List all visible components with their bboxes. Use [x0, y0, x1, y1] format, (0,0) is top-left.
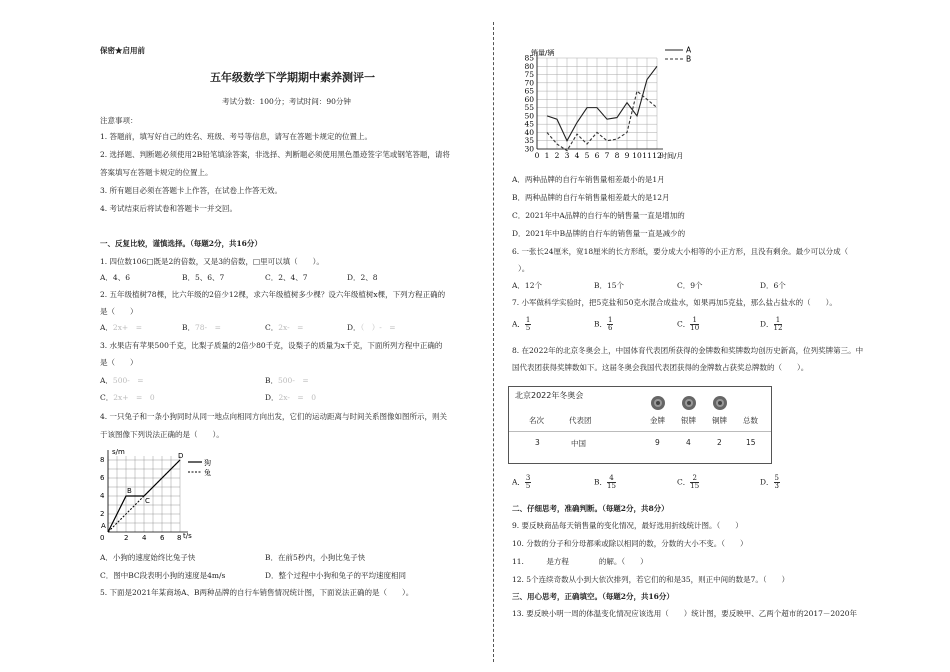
q6-text-cont: ）。: [518, 264, 530, 273]
q3-option-a[interactable]: A．500- =: [100, 376, 144, 385]
page-title: 五年级数学下学期期中素养测评一: [210, 71, 375, 84]
section3-title: 三、用心思考，正确填空。（每题2分，共16分）: [512, 592, 674, 601]
legend-rabbit: 兔: [204, 469, 211, 477]
y-tick-label: 40: [524, 127, 534, 137]
medal-header-gold: 金牌: [650, 416, 665, 425]
medal-table-title: 北京2022年冬奥会: [515, 391, 584, 400]
x-tick-label: 6: [594, 151, 600, 160]
x-tick-label: 3: [564, 151, 570, 160]
legend-dog: 狗: [204, 459, 211, 467]
q2-option-b[interactable]: B．78- =: [182, 323, 221, 332]
y-tick-label: 85: [524, 53, 534, 63]
y-axis-label: 销量/辆: [531, 49, 555, 57]
graph-ytick: 2: [100, 510, 105, 518]
x-tick-label: 8: [614, 151, 620, 160]
medal-cell-bronze: 2: [717, 438, 722, 447]
x-tick-label: 5: [584, 151, 590, 160]
q6-text: 6. 一张长24厘米，宽18厘米的长方形纸，要分成大小相等的小正方形，且没有剩余。最少可以分成（: [512, 247, 849, 256]
y-tick-label: 55: [524, 103, 534, 113]
section2-title: 二、仔细思考，准确判断。（每题2分，共8分）: [512, 504, 669, 513]
y-tick-label: 35: [524, 136, 534, 146]
exam-info: 考试分数：100分；考试时间：90分钟: [222, 97, 351, 106]
q2-text-cont: 是（ ）: [100, 307, 138, 316]
series-line-B: [547, 91, 657, 151]
q2-text: 2. 五年级植树78棵，比六年级的2倍少12棵，求六年级植树多少棵？设六年级植树x棵，下列方程正确的: [100, 290, 446, 299]
x-axis-label: 时间/月: [660, 152, 684, 160]
note-1: 1. 答题前，填写好自己的姓名、班级、考号等信息，请写在答题卡规定的位置上。: [100, 132, 373, 141]
graph-xtick: 8: [177, 534, 182, 542]
q3-text: 3. 水果店有苹果500千克，比梨子质量的2倍少80千克，设梨子的质量为x千克，下面所列方程中正确的: [100, 341, 443, 350]
y-tick-label: 30: [524, 144, 534, 154]
q3-option-c[interactable]: C．2x+ = 0: [100, 393, 155, 402]
note-2: 2. 选择题、判断题必须使用2B铅笔填涂答案，非选择、判断题必须使用黑色墨迹签字笔或钢笔答题，请将: [100, 150, 450, 159]
medal-cell-team: 中国: [571, 439, 586, 448]
q4-text-cont: 于该图像下列说法正确的是（ ）。: [100, 430, 224, 439]
medal-cell-rank: 3: [535, 438, 540, 447]
q8-text: 8. 在2022年的北京冬奥会上，中国体育代表团所获得的金牌数和奖牌数均创历史新高，位列奖牌第三。中: [512, 346, 864, 355]
q7-option-b[interactable]: B． $\frac{1}{6}$: [594, 316, 613, 332]
q11-text: 11. 是方程 的解。（ ）: [512, 557, 648, 566]
note-3: 3. 所有题目必须在答题卡上作答，在试卷上作答无效。: [100, 186, 283, 195]
medal-cell-gold: 9: [655, 438, 660, 447]
q6-option-c[interactable]: C．9个: [677, 281, 703, 290]
dog-rabbit-graph: [98, 446, 238, 542]
q6-option-a[interactable]: A．12个: [512, 281, 542, 290]
note-4: 4. 考试结束后将试卷和答题卡一并交回。: [100, 204, 238, 213]
series-line-A: [547, 66, 657, 140]
q5-option-d[interactable]: D．2021年中B品牌的自行车的销售量一直是减少的: [512, 229, 686, 238]
y-tick-label: 75: [524, 70, 534, 80]
silver-medal-icon: [682, 396, 696, 410]
medal-icons: [649, 393, 759, 411]
x-tick-label: 2: [554, 151, 560, 160]
q2-option-a[interactable]: A．2x+ =: [100, 323, 142, 332]
q5-option-c[interactable]: C．2021年中A品牌的自行车的销售量一直是增加的: [512, 211, 685, 220]
q1-option-c[interactable]: C．2、4、7: [265, 273, 308, 282]
q5-text: 5. 下面是2021年某商场A、B两种品牌的自行车销售情况统计图，下面说法正确的是（ ）。: [100, 588, 414, 597]
point-label: B: [127, 487, 132, 495]
q3-option-d[interactable]: D．2x- = 0: [265, 393, 316, 402]
q8-option-c[interactable]: C． $\frac{2}{15}$: [677, 474, 700, 490]
q2-option-d[interactable]: D．（ ）- =: [347, 323, 396, 332]
graph-xtick: 2: [124, 534, 129, 542]
q8-option-a[interactable]: A． $\frac{3}{5}$: [512, 474, 531, 490]
x-tick-label: 4: [574, 151, 580, 160]
x-tick-label: 11: [642, 151, 652, 160]
note-2-cont: 答案填写在答题卡规定的位置上。: [100, 168, 213, 177]
q4-option-d[interactable]: D．整个过程中小狗和兔子的平均速度相同: [265, 571, 407, 580]
medal-header-silver: 银牌: [681, 416, 696, 425]
medal-header-team: 代表团: [569, 416, 592, 425]
q7-option-a[interactable]: A． $\frac{1}{5}$: [512, 316, 531, 332]
point-label: D: [178, 452, 184, 460]
y-tick-label: 70: [524, 78, 534, 88]
y-tick-label: 80: [524, 61, 534, 71]
fold-line: [493, 22, 494, 662]
q1-option-d[interactable]: D．2、8: [347, 273, 378, 282]
medal-header-bronze: 铜牌: [712, 416, 727, 425]
q10-text: 10. 分数的分子和分母都乘或除以相同的数，分数的大小不变。（ ）: [512, 539, 748, 548]
q7-option-d[interactable]: D． $\frac{1}{12}$: [760, 316, 783, 332]
bronze-medal-icon: [713, 396, 727, 410]
q6-option-d[interactable]: D．6个: [760, 281, 786, 290]
q1-option-a[interactable]: A．4、6: [100, 273, 130, 282]
q9-text: 9. 要反映商品每天销售量的变化情况，最好选用折线统计图。（ ）: [512, 521, 743, 530]
q12-text: 12. 5个连续奇数从小到大依次排列，若它们的和是35，则正中间的数是7。（ ）: [512, 575, 790, 584]
secret-label: 保密★启用前: [100, 46, 145, 55]
sales-line-chart: [505, 44, 715, 169]
graph-ytick: 4: [100, 492, 105, 500]
x-tick-label: 1: [544, 151, 550, 160]
gold-medal-icon: [651, 396, 665, 410]
medal-cell-total: 15: [746, 438, 756, 447]
section1-title: 一、反复比较，谨慎选择。（每题2分，共16分）: [100, 239, 262, 248]
x-tick-label: 10: [632, 151, 642, 160]
graph-ytick: 0: [100, 534, 105, 542]
point-label: C: [145, 497, 150, 505]
medal-cell-silver: 4: [686, 438, 691, 447]
q13-text: 13. 要反映小明一周的体温变化情况应该选用（ ）统计图，要反映甲、乙两个超市的2017－2020年: [512, 609, 857, 618]
legend-label-A: A: [686, 45, 692, 55]
q8-option-d[interactable]: D． $\frac{5}{3}$: [760, 474, 779, 490]
q2-option-c[interactable]: C．2x- =: [265, 323, 304, 332]
graph-xtick: 6: [160, 534, 165, 542]
medal-header-total: 总数: [743, 416, 758, 425]
q7-option-c[interactable]: C． $\frac{1}{10}$: [677, 316, 700, 332]
q4-option-c[interactable]: C．图中BC段表明小狗的速度是4m/s: [100, 571, 226, 580]
legend-label-B: B: [686, 54, 692, 64]
q5-option-a[interactable]: A．两种品牌的自行车销售量相差最小的是1月: [512, 175, 665, 184]
q4-option-b[interactable]: B．在前5秒内，小狗比兔子快: [265, 553, 366, 562]
q5-option-b[interactable]: B．两种品牌的自行车销售量相差最大的是12月: [512, 193, 670, 202]
y-tick-label: 65: [524, 86, 534, 96]
x-tick-label: 0: [534, 151, 540, 160]
q8-option-b[interactable]: B． $\frac{4}{15}$: [594, 474, 616, 490]
q8-text-cont: 国代表团获得奖牌数如下。这届冬奥会我国代表团获得的金牌数占获奖总牌数的（ ）。: [512, 363, 809, 372]
y-tick-label: 45: [524, 119, 534, 129]
q3-text-cont: 是（ ）: [100, 358, 138, 367]
q4-text: 4. 一只兔子和一条小狗同时从同一地点向相同方向出发，它们的运动距离与时间关系图像如图所示，则关: [100, 412, 448, 421]
q6-option-b[interactable]: B．15个: [594, 281, 625, 290]
graph-ylabel: s/m: [112, 448, 125, 456]
q1-option-b[interactable]: B．5、6、7: [182, 273, 225, 282]
x-tick-label: 9: [624, 151, 630, 160]
graph-xlabel: t/s: [183, 532, 192, 540]
notes-title: 注意事项：: [100, 116, 138, 125]
x-tick-label: 7: [604, 151, 610, 160]
graph-ytick: 6: [100, 474, 105, 482]
graph-ytick: 8: [100, 456, 105, 464]
point-label: A: [101, 522, 106, 530]
q1-text: 1. 四位数106□既是2的倍数，又是3的倍数，□里可以填（ ）。: [100, 257, 324, 266]
medal-header-rank: 名次: [529, 416, 544, 425]
q4-option-a[interactable]: A．小狗的速度始终比兔子快: [100, 553, 196, 562]
q3-option-b[interactable]: B．500- =: [265, 376, 309, 385]
y-tick-label: 50: [524, 111, 534, 121]
x-tick-label: 12: [652, 151, 662, 160]
medal-table: [508, 386, 772, 464]
q7-text: 7. 小军做科学实验时，把5克盐和50克水混合成盐水，如果再加5克盐，那么盐占盐水的（ ）。: [512, 298, 837, 307]
y-tick-label: 60: [524, 94, 534, 104]
graph-xtick: 4: [142, 534, 147, 542]
